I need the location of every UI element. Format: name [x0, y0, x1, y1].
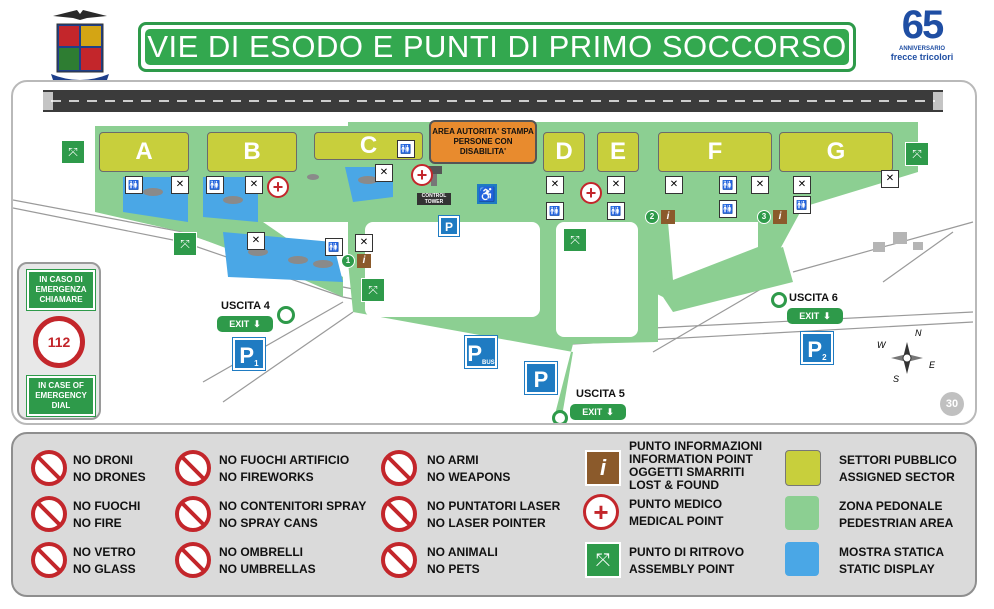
exit-4-label: USCITA 4: [221, 300, 270, 312]
emergency-heading-it: IN CASO DI EMERGENZA CHIAMARE: [27, 270, 95, 310]
exit-5-label: USCITA 5: [576, 388, 625, 400]
prohibition-slash: [37, 548, 61, 572]
authority-area-label: AREA AUTORITA' STAMPA PERSONE CON DISABILITA': [432, 127, 534, 156]
toilet-icon: 🚻: [793, 196, 811, 214]
no-laser-icon: [381, 496, 417, 532]
no-fire-icon: [31, 496, 67, 532]
sector-b[interactable]: [207, 132, 297, 172]
wheelchair-icon: ♿: [478, 186, 496, 202]
parking-sub: BUS: [482, 360, 495, 366]
legend-panel: [11, 432, 977, 597]
legend-it: NO FUOCHI ARTIFICIO: [219, 453, 350, 467]
legend-en: STATIC DISPLAY: [839, 562, 935, 576]
legend-no-pets: [427, 544, 498, 578]
site-map: [11, 80, 977, 425]
legend-it: NO DRONI: [73, 453, 133, 467]
legend-it: NO CONTENITORI SPRAY: [219, 499, 367, 513]
control-tower-label: CONTROL TOWER: [417, 193, 451, 205]
no-weapons-icon: [381, 450, 417, 486]
legend-it: SETTORI PUBBLICO: [839, 453, 957, 467]
toilet-icon: 🚻: [325, 238, 343, 256]
emergency-number-badge[interactable]: [33, 316, 85, 368]
legend-no-weapons: [427, 452, 510, 486]
parking-small[interactable]: [439, 216, 459, 236]
static-display-swatch: [785, 542, 819, 576]
toilet-icon: 🚻: [719, 200, 737, 218]
toilet-icon: 🚻: [125, 176, 143, 194]
info-point-number: 1: [341, 254, 355, 268]
legend-no-drones: [73, 452, 146, 486]
legend-assembly-point: [629, 544, 744, 578]
medical-point-icon[interactable]: +: [267, 176, 289, 198]
toilet-icon: 🚻: [206, 176, 224, 194]
emergency-number: 112: [47, 334, 71, 350]
parking-p1[interactable]: [233, 338, 265, 370]
food-icon: ✕: [751, 176, 769, 194]
exit-tag-label: EXIT: [229, 319, 250, 329]
anniversary-logo: [884, 4, 960, 76]
no-drones-icon: [31, 450, 67, 486]
food-icon: ✕: [881, 170, 899, 188]
prohibition-slash: [181, 502, 205, 526]
sector-c-label: C: [359, 132, 378, 159]
exit-tag-label: EXIT: [582, 407, 603, 417]
legend-line: INFORMATION POINT: [629, 452, 753, 466]
anniversary-number: 65: [901, 3, 943, 47]
exit-5-tag[interactable]: [570, 404, 626, 420]
assembly-point-icon[interactable]: ⤧: [173, 232, 197, 256]
prohibition-slash: [37, 456, 61, 480]
legend-it: NO OMBRELLI: [219, 545, 303, 559]
parking-p2[interactable]: [801, 332, 833, 364]
legend-it: NO ARMI: [427, 453, 479, 467]
sector-f[interactable]: [658, 132, 772, 172]
prohibition-slash: [37, 502, 61, 526]
legend-en: NO SPRAY CANS: [219, 516, 318, 530]
no-pets-icon: [381, 542, 417, 578]
legend-static-display: [839, 544, 944, 578]
food-icon: ✕: [247, 232, 265, 250]
food-icon: ✕: [171, 176, 189, 194]
exit-5-marker[interactable]: [552, 410, 568, 425]
sector-g-label: G: [826, 138, 846, 165]
exit-4-marker[interactable]: [277, 306, 295, 324]
exit-arrow-icon: ⬇: [606, 406, 614, 417]
legend-no-glass: [73, 544, 136, 578]
sector-d[interactable]: [543, 132, 585, 172]
info-icon: i: [773, 210, 787, 224]
sector-a[interactable]: [99, 132, 189, 172]
title-banner: [138, 22, 856, 72]
parking-bike[interactable]: [525, 362, 557, 394]
parking-bus[interactable]: [465, 336, 497, 368]
toilet-icon: 🚻: [607, 202, 625, 220]
exit-arrow-icon: ⬇: [253, 318, 261, 329]
legend-line: OGGETTI SMARRITI: [629, 465, 745, 479]
exit-6-label: USCITA 6: [789, 292, 838, 304]
legend-en: ASSIGNED SECTOR: [839, 470, 955, 484]
parking-sub: 2: [822, 353, 827, 362]
compass-rose: [877, 328, 937, 388]
compass-icon: [877, 328, 937, 388]
sign-number-badge: [940, 392, 964, 416]
emergency-heading-en: IN CASE OF EMERGENCY DIAL: [27, 376, 95, 416]
parking-letter: P: [807, 337, 823, 362]
air-force-crest-logo: [47, 8, 113, 84]
food-icon: ✕: [546, 176, 564, 194]
legend-it: NO ANIMALI: [427, 545, 498, 559]
info-point-3[interactable]: [757, 210, 787, 224]
sector-e-label: E: [609, 138, 626, 165]
brand-name: frecce tricolori: [890, 52, 954, 62]
legend-en: NO FIRE: [73, 516, 122, 530]
exit-6-tag[interactable]: [787, 308, 843, 324]
medical-point-icon[interactable]: +: [411, 164, 433, 186]
anniversary-word: ANNIVERSARIO: [898, 46, 945, 52]
legend-no-spray: [219, 498, 366, 532]
parking-letter: P: [533, 367, 549, 392]
parking-letter: P: [444, 220, 453, 234]
legend-en: NO LASER POINTER: [427, 516, 546, 530]
prohibition-slash: [181, 456, 205, 480]
legend-it: ZONA PEDONALE: [839, 499, 943, 513]
no-fireworks-icon: [175, 450, 211, 486]
medical-cross-icon: +: [583, 494, 619, 530]
sector-b-label: B: [243, 138, 261, 165]
legend-no-fire: [73, 498, 140, 532]
legend-line: MEDICAL POINT: [629, 514, 724, 528]
legend-line: ASSEMBLY POINT: [629, 562, 735, 576]
legend-en: NO WEAPONS: [427, 470, 511, 484]
food-icon: ✕: [793, 176, 811, 194]
legend-line: PUNTO DI RITROVO: [629, 545, 745, 559]
parking-sub: 1: [254, 359, 259, 368]
toilet-icon: 🚻: [719, 176, 737, 194]
prohibition-slash: [387, 502, 411, 526]
legend-it: NO PUNTATORI LASER: [427, 499, 561, 513]
assembly-point-icon: ⤧: [585, 542, 621, 578]
info-icon: i: [661, 210, 675, 224]
info-point-number: 2: [645, 210, 659, 224]
legend-line: PUNTO MEDICO: [629, 497, 723, 511]
legend-line: PUNTO INFORMAZIONI: [629, 439, 763, 453]
pedestrian-swatch: [785, 496, 819, 530]
legend-line: LOST & FOUND: [629, 478, 719, 492]
legend-en: NO GLASS: [73, 562, 136, 576]
emergency-panel: [17, 262, 101, 420]
page-title: VIE DI ESODO E PUNTI DI PRIMO SOCCORSO: [145, 29, 849, 65]
medical-point-icon[interactable]: +: [580, 182, 602, 204]
exit-4-tag[interactable]: [217, 316, 273, 332]
legend-en: NO PETS: [427, 562, 480, 576]
toilet-icon: 🚻: [546, 202, 564, 220]
sign-number: 30: [945, 398, 959, 410]
info-point-number: 3: [757, 210, 771, 224]
assembly-point-icon[interactable]: ⤧: [61, 140, 85, 164]
prohibition-slash: [387, 548, 411, 572]
parking-letter: P: [239, 343, 255, 368]
legend-no-fireworks: [219, 452, 349, 486]
food-icon: ✕: [607, 176, 625, 194]
legend-en: PEDESTRIAN AREA: [839, 516, 954, 530]
info-icon: i: [585, 450, 621, 486]
no-glass-icon: [31, 542, 67, 578]
legend-no-laser: [427, 498, 560, 532]
assembly-point-icon[interactable]: ⤧: [563, 228, 587, 252]
legend-medical-point: [629, 496, 723, 530]
food-icon: ✕: [355, 234, 373, 252]
toilet-icon: 🚻: [397, 140, 415, 158]
legend-no-umbrella: [219, 544, 316, 578]
exit-tag-label: EXIT: [799, 311, 820, 321]
info-point-2[interactable]: [645, 210, 675, 224]
compass-s: S: [893, 374, 900, 384]
info-point-1[interactable]: [341, 254, 371, 268]
legend-sector: [839, 452, 957, 486]
exit-arrow-icon: ⬇: [823, 310, 831, 321]
compass-w: W: [877, 340, 886, 350]
no-umbrella-icon: [175, 542, 211, 578]
legend-en: NO DRONES: [73, 470, 146, 484]
food-icon: ✕: [665, 176, 683, 194]
legend-it: NO VETRO: [73, 545, 136, 559]
assembly-point-icon[interactable]: ⤧: [361, 278, 385, 302]
compass-n: N: [915, 328, 922, 338]
legend-pedestrian: [839, 498, 953, 532]
sector-d-label: D: [555, 138, 573, 165]
authority-area[interactable]: [429, 120, 537, 164]
sector-a-label: A: [135, 138, 153, 165]
prohibition-slash: [181, 548, 205, 572]
compass-e: E: [929, 360, 936, 370]
legend-it: MOSTRA STATICA: [839, 545, 945, 559]
legend-info-point: [629, 440, 762, 492]
assembly-point-icon[interactable]: ⤧: [905, 142, 929, 166]
sector-f-label: F: [707, 138, 723, 165]
info-icon: i: [357, 254, 371, 268]
legend-it: NO FUOCHI: [73, 499, 141, 513]
sector-swatch: [785, 450, 821, 486]
legend-en: NO FIREWORKS: [219, 470, 314, 484]
exit-6-marker[interactable]: [771, 292, 787, 308]
prohibition-slash: [387, 456, 411, 480]
food-icon: ✕: [375, 164, 393, 182]
legend-en: NO UMBRELLAS: [219, 562, 316, 576]
sector-e[interactable]: [597, 132, 639, 172]
sector-g[interactable]: [779, 132, 893, 172]
no-spray-icon: [175, 496, 211, 532]
food-icon: ✕: [245, 176, 263, 194]
parking-letter: P: [467, 341, 482, 366]
